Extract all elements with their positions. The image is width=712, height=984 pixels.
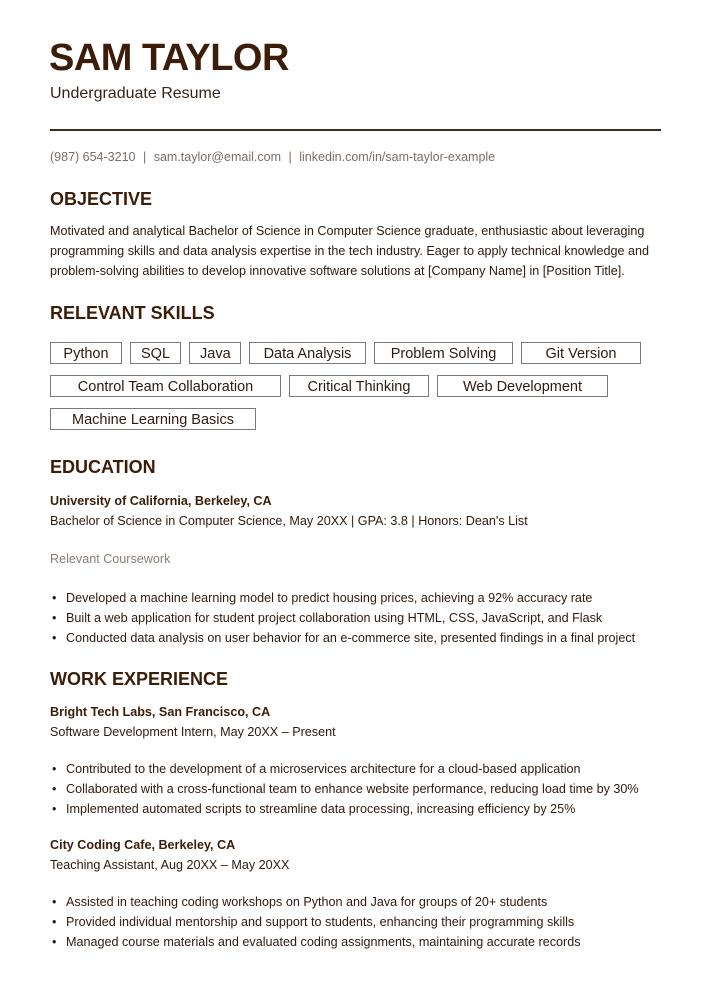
experience-heading: WORK EXPERIENCE (50, 669, 229, 689)
list-item: • Contributed to the development of a microservices architecture for a cloud-based application (50, 759, 670, 779)
list-item: • Developed a machine learning model to predict housing prices, achieving a 92% accuracy rate (50, 588, 670, 608)
list-item: • Assisted in teaching coding workshops on Python and Java for groups of 20+ students (50, 892, 670, 912)
skills-heading: RELEVANT SKILLS (50, 303, 215, 323)
contact-linkedin[interactable]: linkedin.com/in/sam-taylor-example (299, 150, 496, 164)
list-item: • Provided individual mentorship and support to students, enhancing their programming skills (50, 912, 670, 932)
job-entry (50, 835, 670, 952)
job-bullets (50, 759, 670, 819)
school-name: University of California, Berkeley, CA (50, 494, 272, 508)
coursework-label: Relevant Coursework (50, 552, 171, 566)
skills-row (50, 375, 670, 397)
education-heading: EDUCATION (50, 457, 156, 477)
degree-line: Bachelor of Science in Computer Science, May 20XX | GPA: 3.8 | Honors: Dean's List (50, 514, 528, 528)
objective-heading: OBJECTIVE (50, 189, 153, 209)
skill-tag: SQL (130, 342, 181, 364)
skill-tag: Web Development (437, 375, 608, 397)
job-employer: Bright Tech Labs, San Francisco, CA (50, 705, 271, 719)
header-divider (50, 129, 661, 131)
contact-phone: (987) 654-3210 (50, 150, 136, 164)
skill-tag: Data Analysis (249, 342, 366, 364)
contact-email[interactable]: sam.taylor@email.com (153, 150, 282, 164)
list-item: • Built a web application for student project collaboration using HTML, CSS, JavaScript, and Flask (50, 608, 670, 628)
skills-row (50, 342, 670, 364)
job-role: Teaching Assistant, Aug 20XX – May 20XX (50, 858, 290, 872)
contact-separator: | (288, 150, 292, 164)
job-bullets (50, 892, 670, 952)
skill-tag: Machine Learning Basics (50, 408, 256, 430)
list-item: • Conducted data analysis on user behavior for an e-commerce site, presented findings in a final project (50, 628, 670, 648)
job-employer: City Coding Cafe, Berkeley, CA (50, 838, 236, 852)
job-role: Software Development Intern, May 20XX – Present (50, 725, 336, 739)
education-bullets (50, 588, 670, 648)
skill-tag: Problem Solving (374, 342, 513, 364)
list-item: • Implemented automated scripts to streamline data processing, increasing efficiency by 25% (50, 799, 670, 819)
job-entry (50, 702, 670, 819)
contact-line (50, 150, 495, 164)
skill-tag: Git Version (521, 342, 641, 364)
list-item: • Managed course materials and evaluated coding assignments, maintaining accurate records (50, 932, 670, 952)
objective-text: Motivated and analytical Bachelor of Science in Computer Science graduate, enthusiastic about leveraging programming skills and data analysis expertise in the tech industry. Eager to apply technical knowledge and problem-solving abilities to develop innovative software solutions at [Company Name] in [Position Title]. (50, 224, 650, 278)
candidate-name: SAM TAYLOR (49, 37, 289, 79)
contact-separator: | (142, 150, 147, 164)
skills-list (50, 342, 670, 441)
skill-tag: Control Team Collaboration (50, 375, 281, 397)
skill-tag: Critical Thinking (289, 375, 429, 397)
skill-tag: Java (189, 342, 241, 364)
resume-subtitle: Undergraduate Resume (50, 85, 221, 102)
skills-row (50, 408, 670, 430)
list-item: • Collaborated with a cross-functional team to enhance website performance, reducing load time by 30% (50, 779, 670, 799)
education-entry (50, 491, 670, 648)
skill-tag: Python (50, 342, 122, 364)
